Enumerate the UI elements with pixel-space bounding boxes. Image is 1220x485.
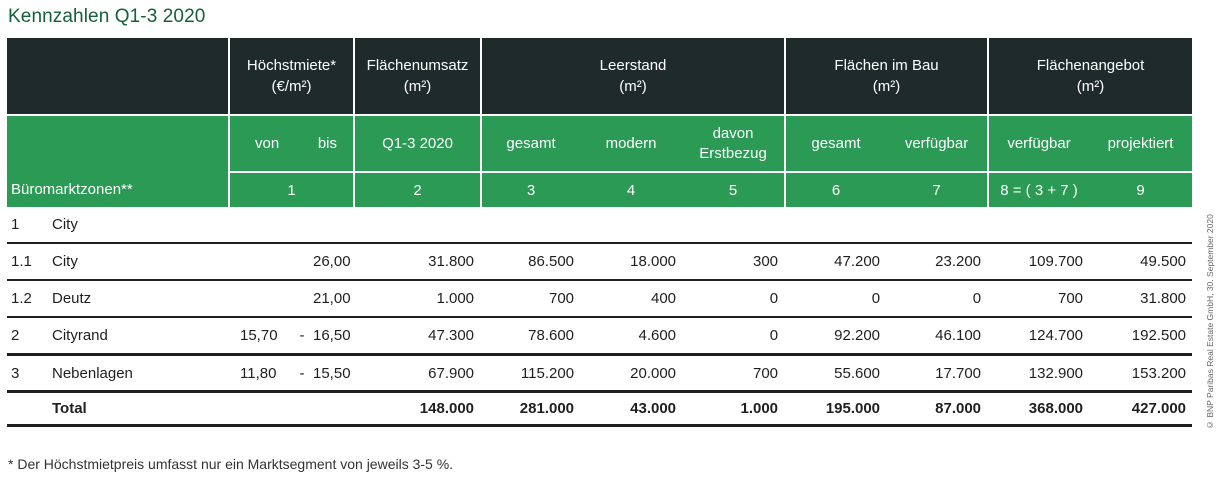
cell-von: 11,80 xyxy=(228,353,291,390)
cell-dash xyxy=(291,242,313,279)
cell-l-modern: 43.000 xyxy=(580,390,682,427)
header-flaechen-im-bau: Flächen im Bau (m²) xyxy=(784,38,987,114)
cell-von xyxy=(228,207,291,242)
cell-dash: - xyxy=(291,353,313,390)
cell-name: Cityrand xyxy=(52,316,228,353)
cell-idx: 2 xyxy=(7,316,52,353)
header-hoechstmiete: Höchstmiete* (€/m²) xyxy=(228,38,353,114)
header-num-5: 5 xyxy=(682,171,784,207)
table-row xyxy=(7,353,1192,390)
cell-a-proj: 153.200 xyxy=(1089,353,1192,390)
header-num-8: 8 = ( 3 + 7 ) xyxy=(987,171,1089,207)
copyright-credit: © BNP Paribas Real Estate GmbH, 30. September 2020 xyxy=(1205,214,1215,430)
header-bau-gesamt: gesamt xyxy=(784,114,886,171)
cell-b-gesamt: 47.200 xyxy=(784,242,886,279)
header-bueromarktzonen: Büromarktzonen** xyxy=(7,171,228,207)
table-row xyxy=(7,242,1192,279)
cell-b-gesamt: 0 xyxy=(784,279,886,316)
cell-dash xyxy=(291,390,313,427)
cell-bis xyxy=(313,207,353,242)
cell-l-erst: 300 xyxy=(682,242,784,279)
page-title: Kennzahlen Q1-3 2020 xyxy=(8,6,206,27)
cell-a-verf xyxy=(987,207,1089,242)
cell-a-proj: 49.500 xyxy=(1089,242,1192,279)
cell-bis: 16,50 xyxy=(313,316,353,353)
cell-umsatz xyxy=(353,207,480,242)
cell-umsatz: 67.900 xyxy=(353,353,480,390)
header-row-subcolumns xyxy=(7,114,1192,171)
header-num-7: 7 xyxy=(886,171,987,207)
cell-l-modern: 20.000 xyxy=(580,353,682,390)
header-leerstand: Leerstand (m²) xyxy=(480,38,784,114)
cell-umsatz: 31.800 xyxy=(353,242,480,279)
cell-l-modern: 18.000 xyxy=(580,242,682,279)
cell-bis xyxy=(313,390,353,427)
cell-l-erst: 700 xyxy=(682,353,784,390)
total-row xyxy=(7,390,1192,427)
table-row xyxy=(7,279,1192,316)
cell-b-verf: 87.000 xyxy=(886,390,987,427)
header-angebot-verfuegbar: verfügbar xyxy=(987,114,1089,171)
cell-von xyxy=(228,242,291,279)
cell-bis: 15,50 xyxy=(313,353,353,390)
cell-a-verf: 368.000 xyxy=(987,390,1089,427)
cell-l-modern xyxy=(580,207,682,242)
table-body xyxy=(7,207,1192,427)
cell-a-verf: 132.900 xyxy=(987,353,1089,390)
cell-b-verf: 17.700 xyxy=(886,353,987,390)
cell-l-modern: 4.600 xyxy=(580,316,682,353)
cell-von xyxy=(228,279,291,316)
cell-dash xyxy=(291,279,313,316)
cell-dash: - xyxy=(291,316,313,353)
cell-l-gesamt: 78.600 xyxy=(480,316,580,353)
cell-umsatz: 1.000 xyxy=(353,279,480,316)
header-row-groups xyxy=(7,38,1192,114)
cell-l-erst: 0 xyxy=(682,279,784,316)
header-row-numbers xyxy=(7,171,1192,207)
cell-idx: 1 xyxy=(11,216,20,233)
cell-idx: 1.2 xyxy=(7,279,52,316)
cell-idx: 1.1 xyxy=(7,242,52,279)
cell-b-verf: 0 xyxy=(886,279,987,316)
header-flaechenumsatz: Flächenumsatz (m²) xyxy=(353,38,480,114)
cell-name: Deutz xyxy=(52,279,228,316)
cell-a-proj xyxy=(1089,207,1192,242)
cell-a-verf: 124.700 xyxy=(987,316,1089,353)
cell-b-verf xyxy=(886,207,987,242)
kennzahlen-table-wrapper xyxy=(7,38,1192,427)
header-num-1: 1 xyxy=(228,171,353,207)
cell-umsatz: 47.300 xyxy=(353,316,480,353)
cell-a-verf: 109.700 xyxy=(987,242,1089,279)
cell-b-gesamt: 55.600 xyxy=(784,353,886,390)
cell-b-gesamt: 195.000 xyxy=(784,390,886,427)
cell-name: City xyxy=(52,242,228,279)
header-zone-spacer xyxy=(7,114,228,171)
footnote: * Der Höchstmietpreis umfasst nur ein Marktsegment von jeweils 3-5 %. xyxy=(8,456,454,472)
header-bau-verfuegbar: verfügbar xyxy=(886,114,987,171)
cell-bis: 26,00 xyxy=(313,242,353,279)
cell-von: 15,70 xyxy=(228,316,291,353)
cell-name: City xyxy=(52,216,78,233)
header-leer-erstbezug: davon Erstbezug xyxy=(682,114,784,171)
header-leer-gesamt: gesamt xyxy=(480,114,580,171)
cell-b-gesamt: 92.200 xyxy=(784,316,886,353)
cell-name: Nebenlagen xyxy=(52,353,228,390)
header-blank xyxy=(7,38,228,114)
kennzahlen-table xyxy=(7,38,1192,427)
cell-umsatz: 148.000 xyxy=(353,390,480,427)
cell-a-proj: 31.800 xyxy=(1089,279,1192,316)
header-num-4: 4 xyxy=(580,171,682,207)
header-num-6: 6 xyxy=(784,171,886,207)
cell-l-gesamt: 281.000 xyxy=(480,390,580,427)
cell-l-erst: 1.000 xyxy=(682,390,784,427)
cell-l-gesamt: 700 xyxy=(480,279,580,316)
cell-l-erst xyxy=(682,207,784,242)
table-row xyxy=(7,207,1192,242)
cell-l-gesamt xyxy=(480,207,580,242)
header-leer-modern: modern xyxy=(580,114,682,171)
header-num-3: 3 xyxy=(480,171,580,207)
cell-idx: 3 xyxy=(7,353,52,390)
header-bis: bis xyxy=(313,114,353,171)
table-row xyxy=(7,316,1192,353)
cell-l-modern: 400 xyxy=(580,279,682,316)
cell-l-erst: 0 xyxy=(682,316,784,353)
cell-name: Total xyxy=(52,390,228,427)
cell-l-gesamt: 115.200 xyxy=(480,353,580,390)
cell-a-proj: 427.000 xyxy=(1089,390,1192,427)
cell-idx xyxy=(7,390,52,427)
header-angebot-projektiert: projektiert xyxy=(1089,114,1192,171)
header-flaechenangebot: Flächenangebot (m²) xyxy=(987,38,1192,114)
cell-bis: 21,00 xyxy=(313,279,353,316)
cell-dash xyxy=(291,207,313,242)
cell-von xyxy=(228,390,291,427)
header-q13: Q1-3 2020 xyxy=(353,114,480,171)
header-von: von xyxy=(228,114,313,171)
cell-b-gesamt xyxy=(784,207,886,242)
cell-b-verf: 46.100 xyxy=(886,316,987,353)
cell-a-proj: 192.500 xyxy=(1089,316,1192,353)
header-num-2: 2 xyxy=(353,171,480,207)
cell-a-verf: 700 xyxy=(987,279,1089,316)
cell-l-gesamt: 86.500 xyxy=(480,242,580,279)
cell-b-verf: 23.200 xyxy=(886,242,987,279)
header-num-9: 9 xyxy=(1089,171,1192,207)
